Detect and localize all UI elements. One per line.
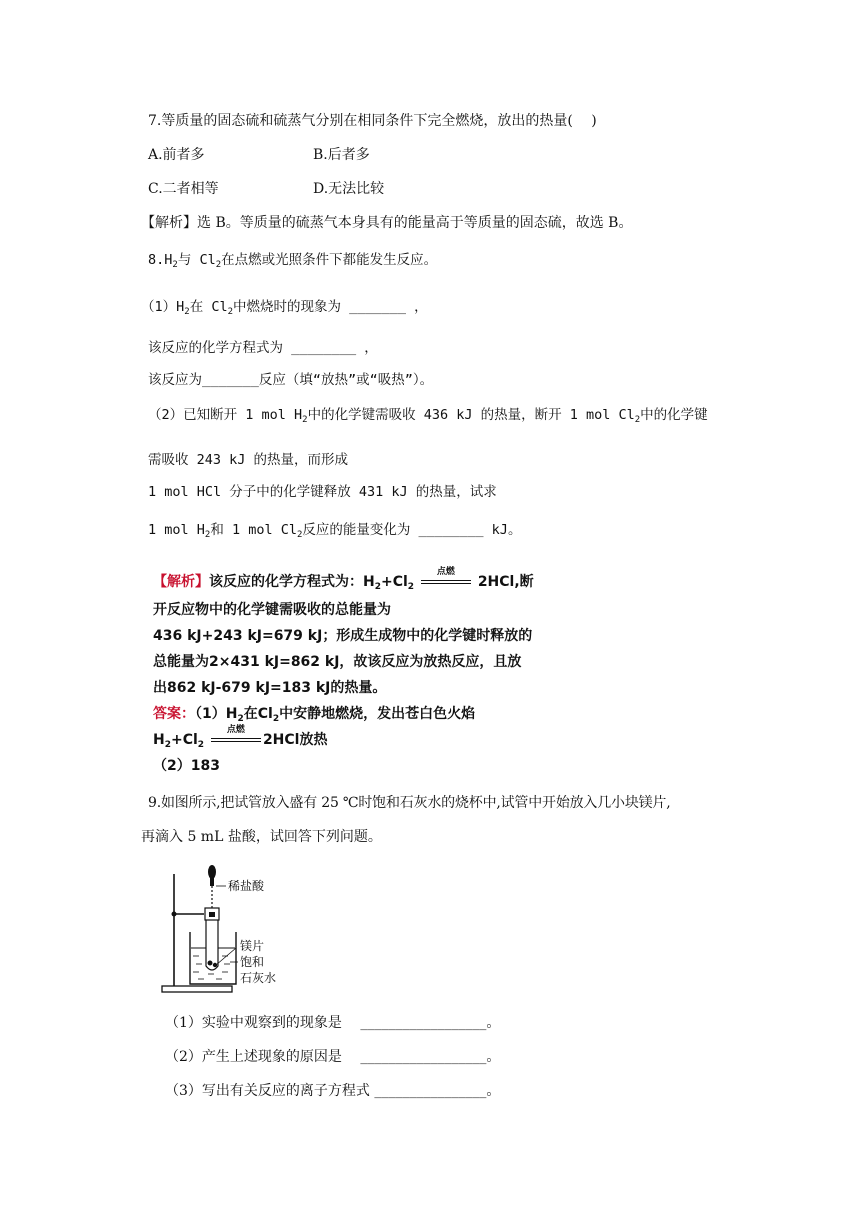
q8-answer-sub: 2 xyxy=(164,740,171,750)
q8-p2a-text: 中的化学键需吸收 436 kJ 的热量，断开 1 mol Cl xyxy=(307,407,635,423)
q8-analysis-line5: 出862 kJ-679 kJ=183 kJ的热量。 xyxy=(153,680,387,696)
q8-p1a-sub: 2 xyxy=(184,307,190,317)
q8-p1a-text: 在 Cl xyxy=(189,299,228,315)
q8-stem-text: 8.H xyxy=(148,252,173,268)
q8-part2-question xyxy=(148,520,521,540)
q8-p2a-sub: 2 xyxy=(634,415,641,425)
q8-answer-text: 在Cl xyxy=(243,706,273,722)
q8-p2d-text: 和 1 mol Cl xyxy=(210,522,297,538)
reaction-arrow-icon xyxy=(421,567,471,587)
reaction-condition: 点燃 xyxy=(226,725,245,735)
q8-analysis-sub: 2 xyxy=(374,582,381,592)
q8-analysis-line2: 开反应物中的化学键需吸收的总能量为 xyxy=(153,602,391,618)
label-dilute-hcl: 稀盐酸 xyxy=(228,879,265,893)
q8-answer-text: 中安静地燃烧，发出苍白色火焰 xyxy=(279,706,476,722)
q8-part2-line2: 需吸收 243 kJ 的热量，而形成 xyxy=(148,452,349,468)
q9-sub1: （1）实验中观察到的现象是 __________________。 xyxy=(165,1015,501,1031)
q8-p2d-sub: 2 xyxy=(296,530,303,540)
q8-answer-line2 xyxy=(153,725,328,750)
q8-answer-text: +Cl xyxy=(170,732,198,748)
q8-p1a-text: 中燃烧时的现象为 _______ ， xyxy=(233,299,428,315)
q7-option-b: B.后者多 xyxy=(313,147,370,163)
q7-stem: 7.等质量的固态硫和硫蒸气分别在相同条件下完全燃烧，放出的热量( ) xyxy=(148,113,597,129)
q8-analysis-text: 该反应的化学方程式为：H xyxy=(209,574,375,590)
q8-analysis-sub: 2 xyxy=(407,582,415,592)
q9-sub3: （3）写出有关反应的离子方程式 ________________。 xyxy=(165,1083,501,1099)
q8-answer-text: 2HCl放热 xyxy=(262,732,328,748)
q7-option-c: C.二者相等 xyxy=(148,181,219,197)
q8-p2a-text: 中的化学键 xyxy=(640,407,708,423)
q8-analysis-line4: 总能量为2×431 kJ=862 kJ，故该反应为放热反应，且放 xyxy=(153,654,522,670)
q7-option-d: D.无法比较 xyxy=(313,181,385,197)
label-limewater: 石灰水 xyxy=(240,971,277,985)
q7-analysis xyxy=(141,213,632,233)
label-magnesium: 镁片 xyxy=(240,939,265,953)
q8-answer-text: （1）H xyxy=(195,706,238,722)
q8-answer-sub: 2 xyxy=(237,714,244,724)
q8-part1-equation: 该反应的化学方程式为 ________ ， xyxy=(148,340,378,356)
q8-p1a-sub: 2 xyxy=(227,307,233,317)
q8-p2d-text: 1 mol H xyxy=(148,522,205,538)
q8-p1a-text: （1）H xyxy=(141,299,185,315)
label-saturated: 饱和 xyxy=(240,955,265,969)
q8-part1-heat-type: 该反应为_______反应（填“放热”或“吸热”）。 xyxy=(148,372,434,388)
q7-analysis-text: 选 B。等质量的硫蒸气本身具有的能量高于等质量的固态硫，故选 B。 xyxy=(197,215,633,231)
q8-stem-sub: 2 xyxy=(215,260,222,270)
reaction-condition: 点燃 xyxy=(436,567,455,577)
q8-answer-sub: 2 xyxy=(197,740,205,750)
q8-answer-sub: 2 xyxy=(272,714,280,724)
q8-part1-phenomenon xyxy=(141,297,428,317)
q8-answer-line3: （2）183 xyxy=(153,758,220,774)
q7-analysis-tag: 【解析】 xyxy=(141,215,197,231)
q8-stem-sub: 2 xyxy=(172,260,178,270)
q8-analysis-text: 2HCl,断 xyxy=(477,574,534,590)
q7-option-a: A.前者多 xyxy=(148,147,205,163)
q8-stem-text: 在点燃或光照条件下都能发生反应。 xyxy=(221,252,438,268)
q9-stem-line2: 再滴入 5 mL 盐酸，试回答下列问题。 xyxy=(141,829,382,845)
q8-answer-text: H xyxy=(153,732,165,748)
q8-analysis-line1 xyxy=(153,567,534,592)
q8-analysis-line3: 436 kJ+243 kJ=679 kJ；形成生成物中的化学键时释放的 xyxy=(153,628,533,644)
q8-stem xyxy=(148,250,437,270)
q8-p2a-text: （2）已知断开 1 mol H xyxy=(148,407,303,423)
q9-sub2: （2）产生上述现象的原因是 __________________。 xyxy=(165,1049,501,1065)
reaction-arrow-icon xyxy=(211,725,261,745)
experiment-apparatus-figure xyxy=(160,862,310,996)
q8-answer-tag: 答案： xyxy=(153,706,195,722)
q9-stem-line1: 9.如图所示,把试管放入盛有 25 ℃时饱和石灰水的烧杯中,试管中开始放入几小块镁片, xyxy=(148,795,671,811)
q8-answer-line1 xyxy=(153,704,475,724)
q8-p2a-sub: 2 xyxy=(302,415,308,425)
q8-part2-line3: 1 mol HCl 分子中的化学键释放 431 kJ 的热量，试求 xyxy=(148,484,497,500)
q8-analysis-tag: 【解析】 xyxy=(153,574,209,590)
q8-stem-text: 与 Cl xyxy=(177,252,216,268)
q8-part2-line1 xyxy=(148,405,708,425)
q8-analysis-text: +Cl xyxy=(380,574,408,590)
q8-p2d-sub: 2 xyxy=(204,530,211,540)
q8-p2d-text: 反应的能量变化为 ________ kJ。 xyxy=(302,522,522,538)
